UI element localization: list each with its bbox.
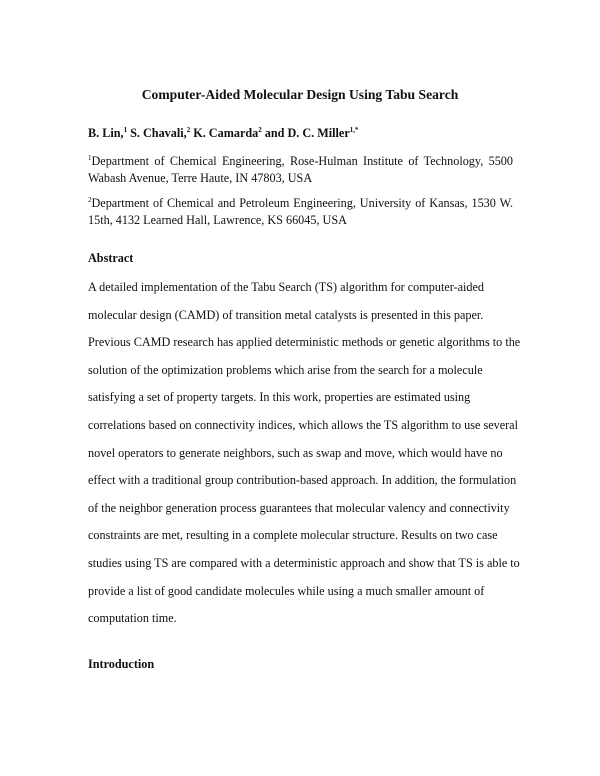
affiliation-1 bbox=[88, 153, 513, 186]
affiliation-line: 15th, 4132 Learned Hall, Lawrence, KS 66045, USA bbox=[88, 212, 347, 227]
abstract-line: effect with a traditional group contribution-based approach. In addition, the formulation bbox=[88, 473, 517, 488]
abstract-line: of the neighbor generation process guarantees that molecular valency and connectivity bbox=[88, 500, 510, 515]
author-affiliation-marker: 1,* bbox=[349, 126, 359, 134]
abstract-line: provide a list of good candidate molecules while using a much smaller amount of bbox=[88, 583, 485, 598]
author-name: B. Lin, bbox=[88, 126, 124, 140]
abstract-line: solution of the optimization problems which arise from the search for a molecule bbox=[88, 362, 483, 377]
affiliation-line: Wabash Avenue, Terre Haute, IN 47803, USA bbox=[88, 170, 313, 185]
abstract-line: satisfying a set of property targets. In this work, properties are estimated using bbox=[88, 390, 471, 405]
abstract-heading: Abstract bbox=[88, 251, 134, 265]
affiliation-marker: 1 bbox=[88, 154, 92, 162]
paper-title: Computer-Aided Molecular Design Using Tabu Search bbox=[141, 87, 459, 102]
abstract-line: constraints are met, resulting in a complete molecular structure. Results on two case bbox=[88, 528, 498, 543]
affiliation-line bbox=[88, 195, 513, 212]
affiliation-line bbox=[88, 153, 513, 170]
affiliation-text: Department of Chemical and Petroleum Engineering, University of Kansas, 1530 W. bbox=[91, 196, 513, 210]
author-affiliation-marker: 1 bbox=[123, 126, 128, 134]
author-name: S. Chavali, bbox=[127, 126, 187, 140]
author-list bbox=[88, 125, 359, 141]
author-name: K. Camarda bbox=[190, 126, 259, 140]
abstract-line: computation time. bbox=[88, 611, 177, 626]
affiliation-text: Department of Chemical Engineering, Rose-Hulman Institute of Technology, 5500 bbox=[91, 154, 513, 168]
affiliation-2 bbox=[88, 195, 513, 228]
abstract-line: novel operators to generate neighbors, such as swap and move, which would have no bbox=[88, 445, 503, 460]
abstract-body bbox=[88, 279, 521, 638]
affiliation-marker: 2 bbox=[88, 196, 92, 204]
author-name: and D. C. Miller bbox=[261, 126, 350, 140]
abstract-line: studies using TS are compared with a deterministic approach and show that TS is able to bbox=[88, 555, 520, 570]
abstract-line: molecular design (CAMD) of transition metal catalysts is presented in this paper. bbox=[88, 307, 484, 322]
abstract-line: correlations based on connectivity indices, which allows the TS algorithm to use several bbox=[88, 417, 518, 432]
abstract-line: A detailed implementation of the Tabu Search (TS) algorithm for computer-aided bbox=[88, 280, 485, 294]
author-affiliation-marker: 2 bbox=[258, 126, 262, 134]
author-affiliation-marker: 2 bbox=[186, 126, 191, 134]
introduction-heading: Introduction bbox=[88, 657, 155, 671]
abstract-line: Previous CAMD research has applied deterministic methods or genetic algorithms to the bbox=[88, 335, 521, 350]
